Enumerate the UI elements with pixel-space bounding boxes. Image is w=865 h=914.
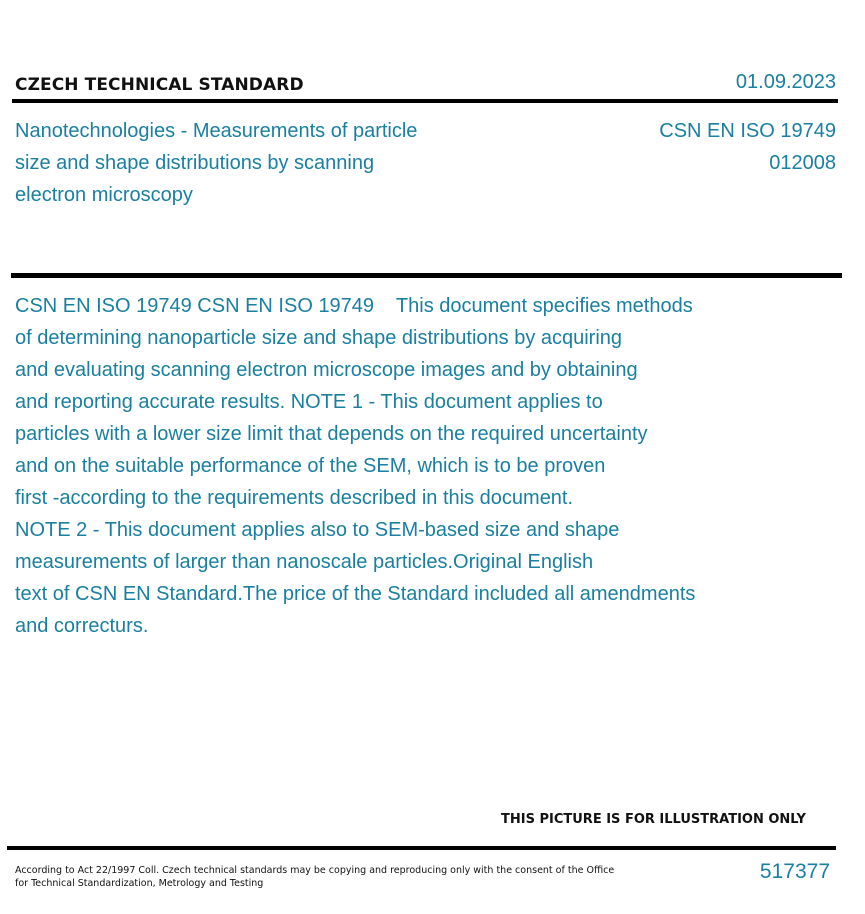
catalog-number: 517377 bbox=[759, 860, 830, 883]
description-line: of determining nanoparticle size and shape distributions by acquiring bbox=[15, 327, 623, 349]
description-line: CSN EN ISO 19749 CSN EN ISO 19749 This document specifies methods bbox=[15, 295, 693, 317]
class-number: 012008 bbox=[769, 152, 836, 174]
standard-codes bbox=[659, 115, 836, 179]
legal-line: for Technical Standardization, Metrology and Testing bbox=[15, 878, 264, 889]
document-category: CZECH TECHNICAL STANDARD bbox=[15, 75, 304, 95]
description-line: first -according to the requirements described in this document. bbox=[15, 487, 574, 509]
description-line: and on the suitable performance of the SEM, which is to be proven bbox=[15, 455, 606, 477]
standard-code: CSN EN ISO 19749 bbox=[659, 120, 836, 142]
description-line: and reporting accurate results. NOTE 1 - This document applies to bbox=[15, 391, 603, 413]
description-line: text of CSN EN Standard.The price of the Standard included all amendments bbox=[15, 583, 696, 605]
description-line: and evaluating scanning electron microscope images and by obtaining bbox=[15, 359, 638, 381]
header-divider bbox=[12, 99, 838, 103]
legal-line: According to Act 22/1997 Coll. Czech technical standards may be copying and reproducing only with the consent of the Office bbox=[15, 865, 615, 876]
illustration-note: THIS PICTURE IS FOR ILLUSTRATION ONLY bbox=[501, 812, 806, 827]
title-divider bbox=[11, 273, 842, 278]
description-line: particles with a lower size limit that depends on the required uncertainty bbox=[15, 423, 648, 445]
footer-divider bbox=[7, 846, 836, 850]
description-line: and correcturs. bbox=[15, 615, 149, 637]
description bbox=[15, 290, 775, 642]
title-line: Nanotechnologies - Measurements of particle bbox=[15, 120, 418, 142]
description-line: NOTE 2 - This document applies also to SEM-based size and shape bbox=[15, 519, 620, 541]
title-line: size and shape distributions by scanning bbox=[15, 152, 375, 174]
title-line: electron microscopy bbox=[15, 184, 193, 206]
publication-date: 01.09.2023 bbox=[735, 71, 836, 93]
standard-title bbox=[15, 115, 485, 211]
description-line: measurements of larger than nanoscale particles.Original English bbox=[15, 551, 594, 573]
legal-notice bbox=[15, 864, 615, 890]
